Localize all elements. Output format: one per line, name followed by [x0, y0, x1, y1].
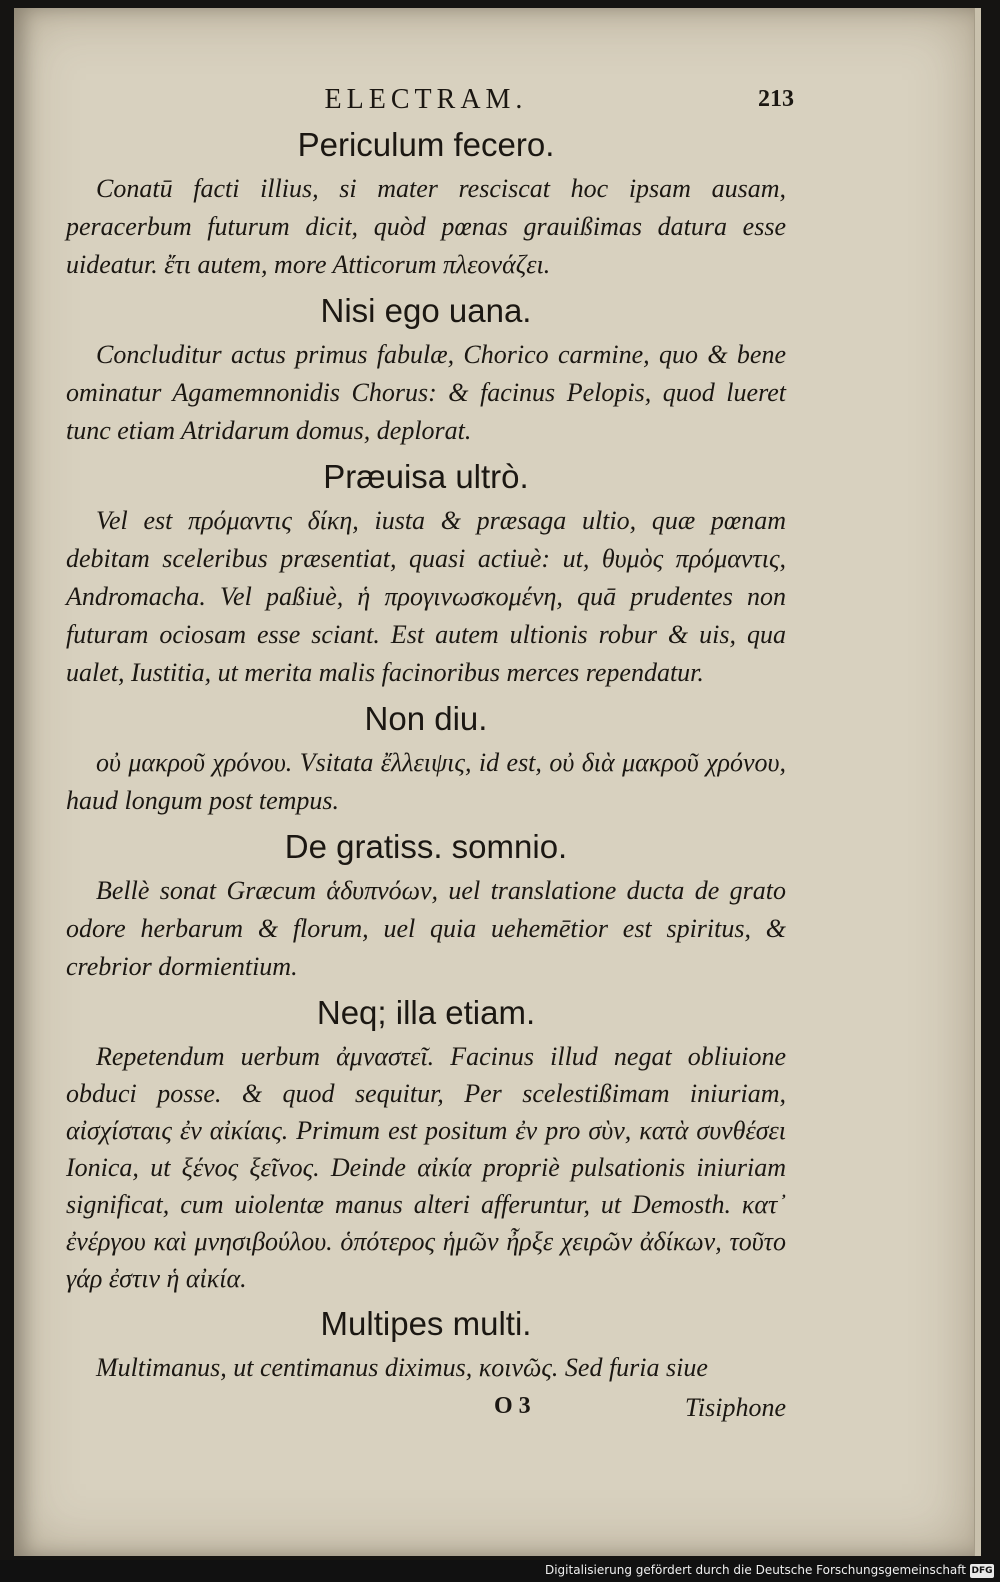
- credit-bar: [0, 1560, 1000, 1582]
- catchword: Tisiphone: [684, 1393, 786, 1422]
- dfg-logo-icon: DFG: [971, 1566, 993, 1576]
- running-title: ELECTRAM.: [324, 84, 528, 115]
- section-text: Repetendum uerbum ἀμναστεῖ. Facinus illud negat obliuione obduci posse. & quod sequitur, Per scelestißimam iniuriam, αἰσχίσταις ἐν αἰκίαις. Primum est positum ἐν pro σὺν, κατὰ συνθέσει Ionica, ut ξένος ξεῖνος. Deinde αἰκία propriè pulsationis iniuriam significat, cum uiolentæ manus alteri afferuntur, ut Demosth. κατ᾽ ἐνέργου καὶ μνησιβούλου. ὁπότερος ἡμῶν ἦρξε χειρῶν ἀδίκων, τοῦτο γάρ ἐστιν ἡ αἰκία.: [66, 1042, 786, 1293]
- section-text: οὐ μακροῦ χρόνου. Vsitata ἔλλειψις, id est, οὐ διὰ μακροῦ χρόνου, haud longum post tempus.: [66, 748, 786, 815]
- section-non-diu: [66, 698, 786, 820]
- page-edge: [974, 8, 981, 1556]
- signature-mark: O 3: [494, 1393, 531, 1419]
- section-text: Vel est πρόμαντις δίκη, iusta & præsaga ultio, quæ pœnam debitam sceleribus præsentiat, quasi actiuè: ut, θυμὸς πρόμαντις, Andromacha. Vel paßiuè, ἡ προγινωσκομένη, quā prudentes non futuram ociosam esse sciant. Est autem ultionis robur & uis, qua ualet, Iustitia, ut merita malis facinoribus merces rependatur.: [66, 506, 786, 687]
- section-text: Multimanus, ut centimanus diximus, κοινῶς. Sed furia siue: [96, 1353, 708, 1382]
- section-heading: Periculum fecero.: [297, 126, 555, 163]
- section-text: Concluditur actus primus fabulæ, Chorico carmine, quo & bene ominatur Agamemnonidis Chorus: & facinus Pelopis, quod lueret tunc etiam Atridarum domus, deplorat.: [66, 340, 786, 445]
- section-multipes: [66, 1303, 786, 1387]
- section-text: Bellè sonat Græcum ἁδυπνόων, uel translatione ducta de grato odore herbarum & florum, uel quia uehemētior est spiritus, & crebrior dormientium.: [66, 876, 786, 981]
- text-block: [66, 78, 794, 1435]
- section-neq-illa: [66, 992, 786, 1297]
- section-de-gratiss: [66, 826, 786, 986]
- section-text: Conatū facti illius, si mater resciscat hoc ipsam ausam, peracerbum futurum dicit, quòd pœnas grauißimas datura esse uideatur. ἔτι autem, more Atticorum πλεονάζει.: [66, 174, 786, 279]
- section-heading: Nisi ego uana.: [320, 292, 532, 329]
- section-periculum: [66, 124, 786, 284]
- book-page: [14, 8, 974, 1556]
- section-heading: Præuisa ultrò.: [323, 458, 529, 495]
- running-head: [66, 78, 794, 124]
- digitization-credit: Digitalisierung gefördert durch die Deutsche Forschungsgemeinschaft: [544, 1563, 966, 1577]
- section-heading: Non diu.: [364, 700, 488, 737]
- page-number: 213: [758, 86, 794, 112]
- section-nisi-ego: [66, 290, 786, 450]
- section-heading: Multipes multi.: [320, 1305, 532, 1342]
- section-heading: Neq; illa etiam.: [316, 994, 536, 1031]
- section-heading: De gratiss. somnio.: [284, 828, 568, 865]
- page-footer: [66, 1393, 786, 1435]
- section-praeuisa: [66, 456, 786, 692]
